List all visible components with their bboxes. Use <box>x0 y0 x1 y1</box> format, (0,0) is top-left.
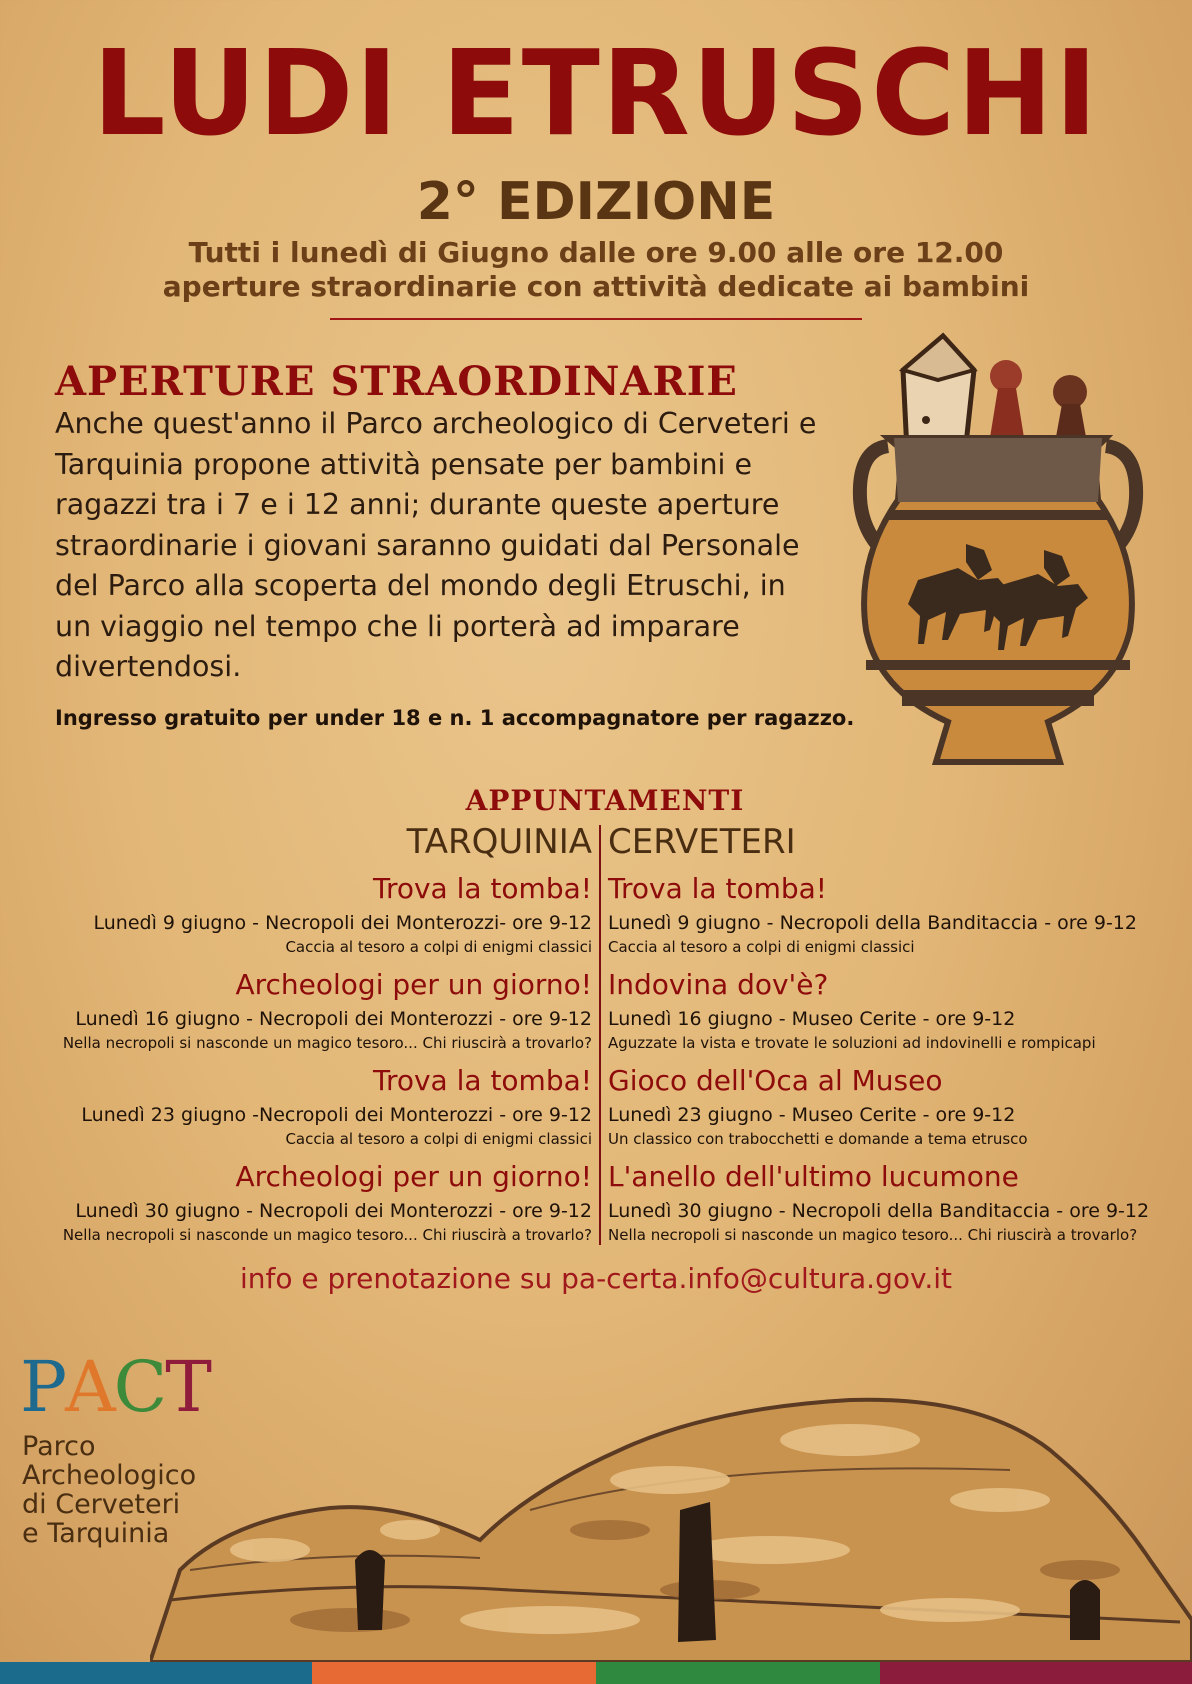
event-description: Nella necropoli si nasconde un magico tesoro... Chi riuscirà a trovarlo? <box>608 1226 1138 1244</box>
section-title-aperture: APERTURE STRAORDINARIE <box>55 358 738 405</box>
event-title: Trova la tomba! <box>372 1064 592 1097</box>
city-label-tarquinia: TARQUINIA <box>406 822 592 862</box>
game-pawn-icon <box>990 360 1022 392</box>
edition-label: 2° EDIZIONE <box>416 172 776 232</box>
event-title: Indovina dov'è? <box>608 968 829 1001</box>
intro-line: ragazzi tra i 7 e i 12 anni; durante queste aperture <box>55 488 780 521</box>
event-title: Trova la tomba! <box>372 872 592 905</box>
game-pawn-icon <box>1053 375 1087 409</box>
city-label-cerveteri: CERVETERI <box>608 822 796 862</box>
etruscan-vase-illustration <box>848 330 1148 770</box>
park-name-line: Parco <box>22 1431 96 1462</box>
intro-line: del Parco alla scoperta del mondo degli Etruschi, in <box>55 569 786 602</box>
event-description: Un classico con trabocchetti e domande a tema etrusco <box>608 1130 1028 1148</box>
bottom-color-bar-segment <box>312 1662 596 1684</box>
tumulus-illustration <box>150 1390 1192 1662</box>
event-description: Nella necropoli si nasconde un magico tesoro... Chi riuscirà a trovarlo? <box>62 1226 592 1244</box>
event-when: Lunedì 9 giugno - Necropoli dei Monterozzi- ore 9-12 <box>93 912 592 934</box>
event-when: Lunedì 9 giugno - Necropoli della Banditaccia - ore 9-12 <box>608 912 1137 934</box>
event-title: Archeologi per un giorno! <box>235 1160 592 1193</box>
event-title: L'anello dell'ultimo lucumone <box>608 1160 1019 1193</box>
event-when: Lunedì 30 giugno - Necropoli della Banditaccia - ore 9-12 <box>608 1200 1150 1222</box>
logo-letter: P <box>20 1346 66 1428</box>
event-description: Aguzzate la vista e trovate le soluzioni ad indovinelli e rompicapi <box>608 1034 1096 1052</box>
intro-line: un viaggio nel tempo che li porterà ad imparare <box>55 609 740 643</box>
intro-line: Anche quest'anno il Parco archeologico di Cerveteri e <box>55 407 817 440</box>
poster-title: LUDI ETRUSCHI <box>92 24 1100 162</box>
column-divider <box>599 825 601 1245</box>
park-name-line: e Tarquinia <box>22 1518 170 1549</box>
event-description: Caccia al tesoro a colpi di enigmi classici <box>608 938 915 956</box>
bottom-color-bar-segment <box>596 1662 880 1684</box>
logo-letter: C <box>113 1346 166 1428</box>
park-name-line: Archeologico <box>22 1460 197 1491</box>
event-description: Nella necropoli si nasconde un magico tesoro... Chi riuscirà a trovarlo? <box>62 1034 592 1052</box>
logo-letter: A <box>65 1346 114 1428</box>
event-description: Caccia al tesoro a colpi di enigmi classici <box>285 1130 592 1148</box>
free-entry-note: Ingresso gratuito per under 18 e n. 1 accompagnatore per ragazzo. <box>55 706 855 730</box>
event-title: Trova la tomba! <box>608 872 828 905</box>
intro-line: divertendosi. <box>55 650 242 683</box>
event-when: Lunedì 23 giugno -Necropoli dei Monterozzi - ore 9-12 <box>81 1104 592 1126</box>
event-title: Gioco dell'Oca al Museo <box>608 1064 943 1097</box>
header-divider <box>330 318 862 320</box>
intro-paragraph <box>55 404 845 688</box>
pact-logo <box>20 1346 210 1428</box>
intro-line: straordinarie i giovani saranno guidati dal Personale <box>55 528 800 562</box>
event-when: Lunedì 30 giugno - Necropoli dei Monterozzi - ore 9-12 <box>75 1200 592 1222</box>
activities-line: aperture straordinarie con attività dedicate ai bambini <box>162 270 1030 303</box>
event-when: Lunedì 16 giugno - Museo Cerite - ore 9-12 <box>608 1008 1016 1030</box>
intro-line: Tarquinia propone attività pensate per bambini e <box>55 447 753 481</box>
bottom-color-bar-segment <box>880 1662 1192 1684</box>
appointments-heading: APPUNTAMENTI <box>465 784 745 817</box>
park-name-line: di Cerveteri <box>22 1489 181 1520</box>
event-when: Lunedì 23 giugno - Museo Cerite - ore 9-12 <box>608 1104 1016 1126</box>
logo-letter: T <box>165 1346 210 1428</box>
event-description: Caccia al tesoro a colpi di enigmi classici <box>285 938 592 956</box>
event-when: Lunedì 16 giugno - Necropoli dei Monterozzi - ore 9-12 <box>75 1008 592 1030</box>
park-name <box>22 1432 196 1548</box>
schedule-line: Tutti i lunedì di Giugno dalle ore 9.00 alle ore 12.00 <box>188 236 1004 269</box>
tomb-entrance-icon <box>678 1502 716 1642</box>
tomb-entrance-icon <box>355 1550 385 1630</box>
bottom-color-bar-segment <box>0 1662 312 1684</box>
contact-info[interactable]: info e prenotazione su pa-certa.info@cultura.gov.it <box>239 1262 953 1295</box>
event-title: Archeologi per un giorno! <box>235 968 592 1001</box>
